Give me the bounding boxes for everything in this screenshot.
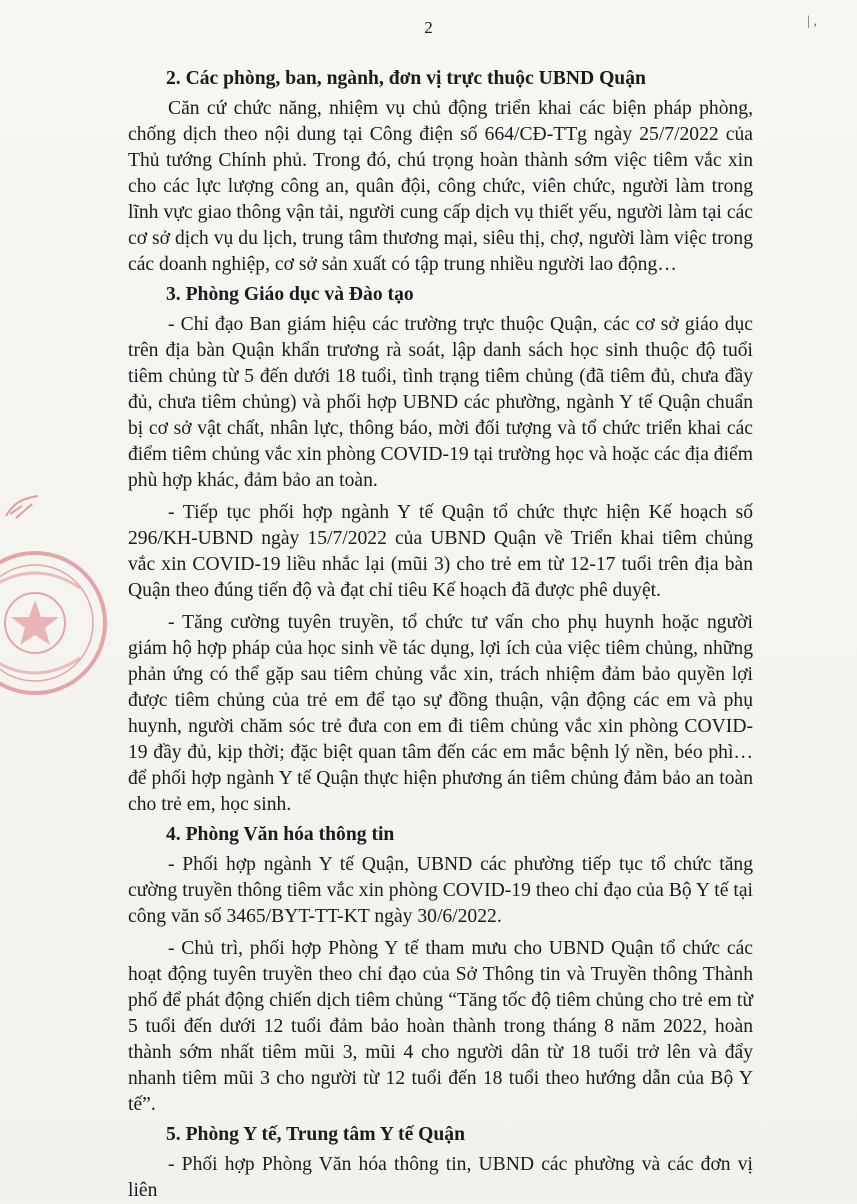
section-heading: 3. Phòng Giáo dục và Đào tạo <box>166 284 414 305</box>
section-heading: 5. Phòng Y tế, Trung tâm Y tế Quận <box>166 1124 465 1145</box>
section-heading: 2. Các phòng, ban, ngành, đơn vị trực thuộc UBND Quận <box>166 68 646 89</box>
paragraph: - Phối hợp ngành Y tế Quận, UBND các phường tiếp tục tổ chức tăng cường truyền thông tiêm vắc xin phòng COVID-19 theo chỉ đạo của Bộ Y tế tại công văn số 3465/BYT-TT-KT ngày 30/6/2022. <box>128 854 753 927</box>
seal-signature-mark <box>2 492 42 522</box>
paragraph: - Chủ trì, phối hợp Phòng Y tế tham mưu cho UBND Quận tổ chức các hoạt động tuyên truyền theo chỉ đạo của Sở Thông tin và Truyền thông Thành phố để phát động chiến dịch tiêm chủng “Tăng tốc độ tiêm chủng cho trẻ em từ 5 tuổi đến dưới 12 tuổi đảm bảo hoàn thành trong tháng 8 năm 2022, hoàn thành sớm nhất tiêm mũi 3, mũi 4 cho người dân từ 18 tuổi trở lên và đẩy nhanh tiêm mũi 3 cho người từ 12 tuổi đến 18 tuổi theo hướng dẫn của Bộ Y tế”. <box>128 938 753 1115</box>
page-number: 2 <box>424 18 433 37</box>
paragraph: - Tiếp tục phối hợp ngành Y tế Quận tổ chức thực hiện Kế hoạch số 296/KH-UBND ngày 15/7/2022 của UBND Quận về Triển khai tiêm chủng vắc xin COVID-19 liều nhắc lại (mũi 3) cho trẻ em từ 12-17 tuổi trên địa bàn Quận theo đúng tiến độ và đạt chỉ tiêu Kế hoạch đã được phê duyệt. <box>128 502 753 601</box>
corner-mark: | , <box>807 14 817 29</box>
paragraph: - Phối hợp Phòng Văn hóa thông tin, UBND các phường và các đơn vị liên <box>128 1154 753 1201</box>
paragraph: - Chỉ đạo Ban giám hiệu các trường trực thuộc Quận, các cơ sở giáo dục trên địa bàn Quận khẩn trương rà soát, lập danh sách học sinh thuộc độ tuổi tiêm chủng từ 5 đến dưới 18 tuổi, tình trạng tiêm chủng (đã tiêm đủ, chưa đầy đủ, chưa tiêm chủng) và phối hợp UBND các phường, ngành Y tế Quận chuẩn bị cơ sở vật chất, nhân lực, thông báo, mời đối tượng và tổ chức triển khai các điểm tiêm chủng vắc xin phòng COVID-19 tại trường học và hoặc các địa điểm phù hợp khác, đảm bảo an toàn. <box>128 314 753 491</box>
paragraph: - Tăng cường tuyên truyền, tổ chức tư vấn cho phụ huynh hoặc người giám hộ hợp pháp của học sinh về tác dụng, lợi ích của việc tiêm chủng, những phản ứng có thể gặp sau tiêm chủng vắc xin, trách nhiệm đảm bảo quyền lợi được tiêm chủng của trẻ em để tạo sự đồng thuận, vận động các em và phụ huynh, người chăm sóc trẻ đưa con em đi tiêm chủng vắc xin phòng COVID-19 đầy đủ, kịp thời; đặc biệt quan tâm đến các em mắc bệnh lý nền, béo phì… để phối hợp ngành Y tế Quận thực hiện phương án tiêm chủng đảm bảo an toàn cho trẻ em, học sinh. <box>128 612 753 815</box>
section-heading: 4. Phòng Văn hóa thông tin <box>166 824 395 845</box>
document-body <box>128 64 753 1204</box>
paragraph: Căn cứ chức năng, nhiệm vụ chủ động triển khai các biện pháp phòng, chống dịch theo nội dung tại Công điện số 664/CĐ-TTg ngày 25/7/2022 của Thủ tướng Chính phủ. Trong đó, chú trọng hoàn thành sớm việc tiêm vắc xin cho các lực lượng công an, quân đội, công chức, viên chức, người làm trong lĩnh vực giao thông vận tải, người cung cấp dịch vụ thiết yếu, người làm tại các cơ sở dịch vụ du lịch, trung tâm thương mại, siêu thị, chợ, người làm việc trong các doanh nghiệp, cơ sở sản xuất có tập trung nhiều người lao động… <box>128 98 753 275</box>
official-seal <box>0 548 110 698</box>
